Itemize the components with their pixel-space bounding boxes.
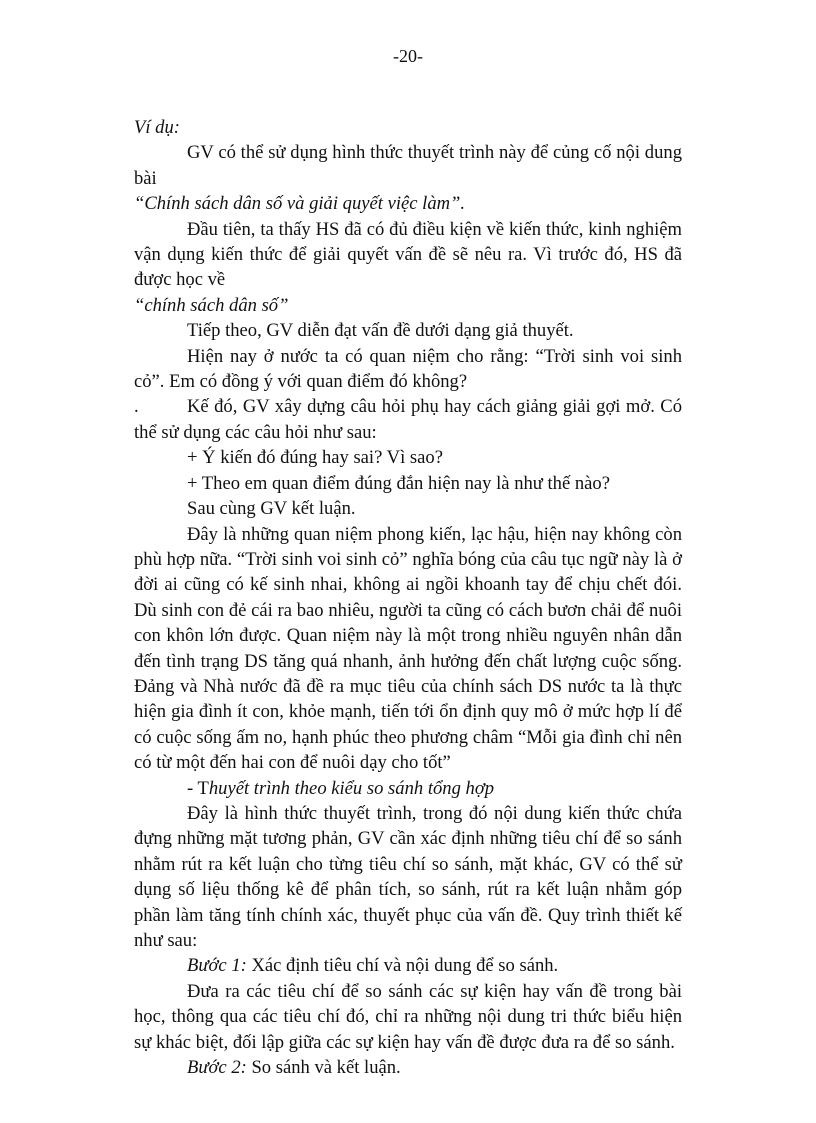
paragraph-then-text: Kế đó, GV xây dựng câu hỏi phụ hay cách giảng giải gợi mở. Có thể sử dụng các câu hỏi như sau: bbox=[134, 396, 682, 443]
sub-question-2: + Theo em quan điểm đúng đắn hiện nay là như thế nào? bbox=[187, 472, 610, 494]
stray-dot: . bbox=[134, 396, 139, 418]
step-2-label: Bước 2: bbox=[187, 1057, 247, 1079]
lesson-title-quote: “Chính sách dân số và giải quyết việc làm”. bbox=[134, 193, 466, 215]
step-1-label: Bước 1: bbox=[187, 955, 247, 977]
page-number: -20- bbox=[393, 46, 423, 66]
step-1 bbox=[134, 953, 682, 978]
paragraph-first-text: Đầu tiên, ta thấy HS đã có đủ điều kiện về kiến thức, kinh nghiệm vận dụng kiến thức để giải quyết vấn đề sẽ nêu ra. Vì trước đó, HS đã được học về bbox=[134, 218, 682, 291]
step-2 bbox=[134, 1055, 682, 1080]
paragraph-conclusion-intro: Sau cùng GV kết luận. bbox=[187, 498, 356, 520]
paragraph-first bbox=[134, 217, 682, 319]
page-body bbox=[134, 115, 682, 1080]
section-heading bbox=[134, 776, 682, 801]
paragraph-intro-line1: GV có thể sử dụng hình thức thuyết trình này để củng cố nội dung bài bbox=[134, 142, 682, 189]
paragraph-step-1-detail: Đưa ra các tiêu chí để so sánh các sự kiện hay vấn đề trong bài học, thông qua các tiêu chí đó, chỉ ra những nội dung tri thức biểu hiện sự khác biệt, đối lập giữa các sự kiện hay vấn đề được đưa ra để so sánh. bbox=[134, 980, 682, 1053]
paragraph-intro bbox=[134, 140, 682, 216]
paragraph-first-quote: “chính sách dân số” bbox=[134, 294, 289, 316]
step-1-text: Xác định tiêu chí và nội dung để so sánh. bbox=[246, 955, 559, 977]
paragraph-definition: Đây là hình thức thuyết trình, trong đó nội dung kiến thức chứa đựng những mặt tương phản, GV cần xác định những tiêu chí để so sánh nhằm rút ra kết luận cho từng tiêu chí so sánh, mặt khác, GV có thể sử dụng số liệu thống kê để phân tích, so sánh, rút ra kết luận nhằm góp phần làm tăng tính chính xác, thuyết phục của vấn đề. Quy trình thiết kế như sau: bbox=[134, 802, 682, 951]
sub-question-1: + Ý kiến đó đúng hay sai? Vì sao? bbox=[187, 447, 443, 469]
section-heading-text: huyết trình theo kiểu so sánh tổng hợp bbox=[208, 777, 495, 799]
step-2-text: So sánh và kết luận. bbox=[246, 1057, 401, 1079]
paragraph-question: Hiện nay ở nước ta có quan niệm cho rằng: “Trời sinh voi sinh cỏ”. Em có đồng ý với quan điểm đó không? bbox=[134, 345, 682, 393]
paragraph-conclusion: Đây là những quan niệm phong kiến, lạc hậu, hiện nay không còn phù hợp nữa. “Trời sinh voi sinh cỏ” nghĩa bóng của câu tục ngữ này là ở đời ai cũng có kế sinh nhai, không ai ngồi khoanh tay để chịu chết đói. Dù sinh con đẻ cái ra bao nhiêu, người ta cũng có cách bươn chải để nuôi con khôn lớn được. Quan niệm này là một trong nhiều nguyên nhân dẫn đến tình trạng DS tăng quá nhanh, ảnh hưởng đến chất lượng cuộc sống. Đảng và Nhà nước đã đề ra mục tiêu của chính sách DS nước ta là thực hiện gia đình ít con, khỏe mạnh, tiến tới ổn định quy mô ở mức hợp lí để có cuộc sống ấm no, hạnh phúc theo phương châm “Mỗi gia đình chỉ nên có từ một đến hai con để nuôi dạy cho tốt” bbox=[134, 523, 682, 774]
example-label: Ví dụ: bbox=[134, 117, 180, 138]
paragraph-next: Tiếp theo, GV diễn đạt vấn đề dưới dạng giả thuyết. bbox=[187, 320, 574, 342]
section-heading-prefix: - T bbox=[187, 777, 209, 799]
paragraph-then bbox=[134, 394, 682, 445]
